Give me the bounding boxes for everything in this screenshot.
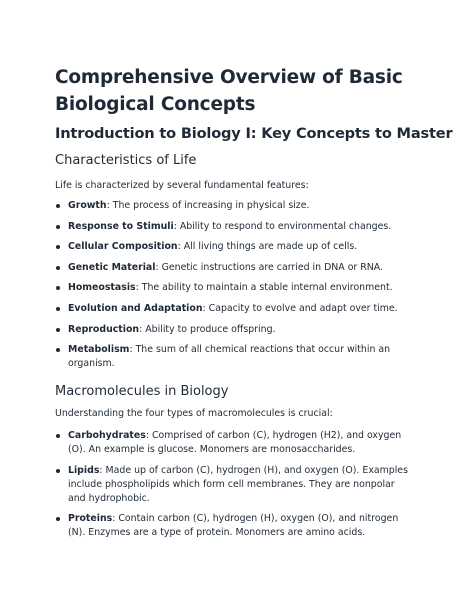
bullet-icon (56, 245, 60, 249)
item-text: : Comprised of carbon (C), hydrogen (H2), and oxygen (O). An example is glucose. Monomers are monosaccharides. (68, 430, 402, 455)
item-term: Genetic Material (68, 261, 156, 273)
bullet-icon (56, 266, 60, 270)
bullet-icon (56, 204, 60, 208)
item-term: Metabolism (68, 344, 130, 356)
item-term: Proteins (68, 513, 113, 525)
item-text: : The ability to maintain a stable internal environment. (135, 282, 393, 294)
item-term: Reproduction (68, 323, 140, 335)
item-text: : Genetic instructions are carried in DNA or RNA. (155, 261, 384, 273)
item-text: : The sum of all chemical reactions that occur within an organism. (68, 344, 391, 370)
document-title: Comprehensive Overview of Basic Biological Concepts (55, 67, 403, 115)
bullet-icon (56, 348, 60, 352)
characteristics-list (55, 199, 415, 378)
item-term: Carbohydrates (68, 430, 146, 441)
item-text: : Ability to respond to environmental changes. (173, 220, 392, 232)
list-item (55, 261, 415, 275)
item-term: Lipids (68, 464, 100, 476)
section-heading: Introduction to Biology I: Key Concepts to Master (55, 125, 453, 142)
bullet-icon (56, 225, 60, 229)
list-item (55, 302, 415, 316)
bullet-icon (56, 328, 60, 332)
macromolecules-list (55, 429, 415, 547)
macromolecules-heading: Macromolecules in Biology (55, 384, 229, 399)
list-item (55, 512, 415, 540)
bullet-icon (56, 307, 60, 311)
item-text: : Made up of carbon (C), hydrogen (H), and oxygen (O). Examples include phospholipids which form cell membranes. They are nonpolar and hydrophobic. (68, 464, 408, 504)
item-term: Homeostasis (68, 282, 136, 294)
item-text: : All living things are made up of cells. (177, 241, 358, 253)
item-term: Cellular Composition (68, 241, 178, 253)
item-text: : Capacity to evolve and adapt over time. (202, 302, 398, 314)
list-item (55, 199, 415, 213)
item-text: : The process of increasing in physical size. (106, 200, 310, 211)
list-item (55, 343, 415, 371)
item-text: : Contain carbon (C), hydrogen (H), oxygen (O), and nitrogen (N). Enzymes are a type of protein. Monomers are amino acids. (68, 513, 399, 539)
item-term: Evolution and Adaptation (68, 302, 203, 314)
bullet-icon (56, 517, 60, 521)
bullet-icon (56, 286, 60, 290)
item-text: : Ability to produce offspring. (139, 323, 276, 335)
item-term: Growth (68, 200, 107, 211)
list-item (55, 323, 415, 337)
list-item (55, 429, 415, 457)
list-item (55, 240, 415, 254)
list-item (55, 281, 415, 295)
macromolecules-intro: Understanding the four types of macromolecules is crucial: (55, 408, 333, 419)
characteristics-intro: Life is characterized by several fundamental features: (55, 180, 309, 191)
characteristics-heading: Characteristics of Life (55, 153, 197, 168)
bullet-icon (56, 434, 60, 438)
bullet-icon (56, 469, 60, 473)
item-term: Response to Stimuli (68, 220, 174, 232)
list-item (55, 220, 415, 234)
list-item (55, 464, 415, 506)
